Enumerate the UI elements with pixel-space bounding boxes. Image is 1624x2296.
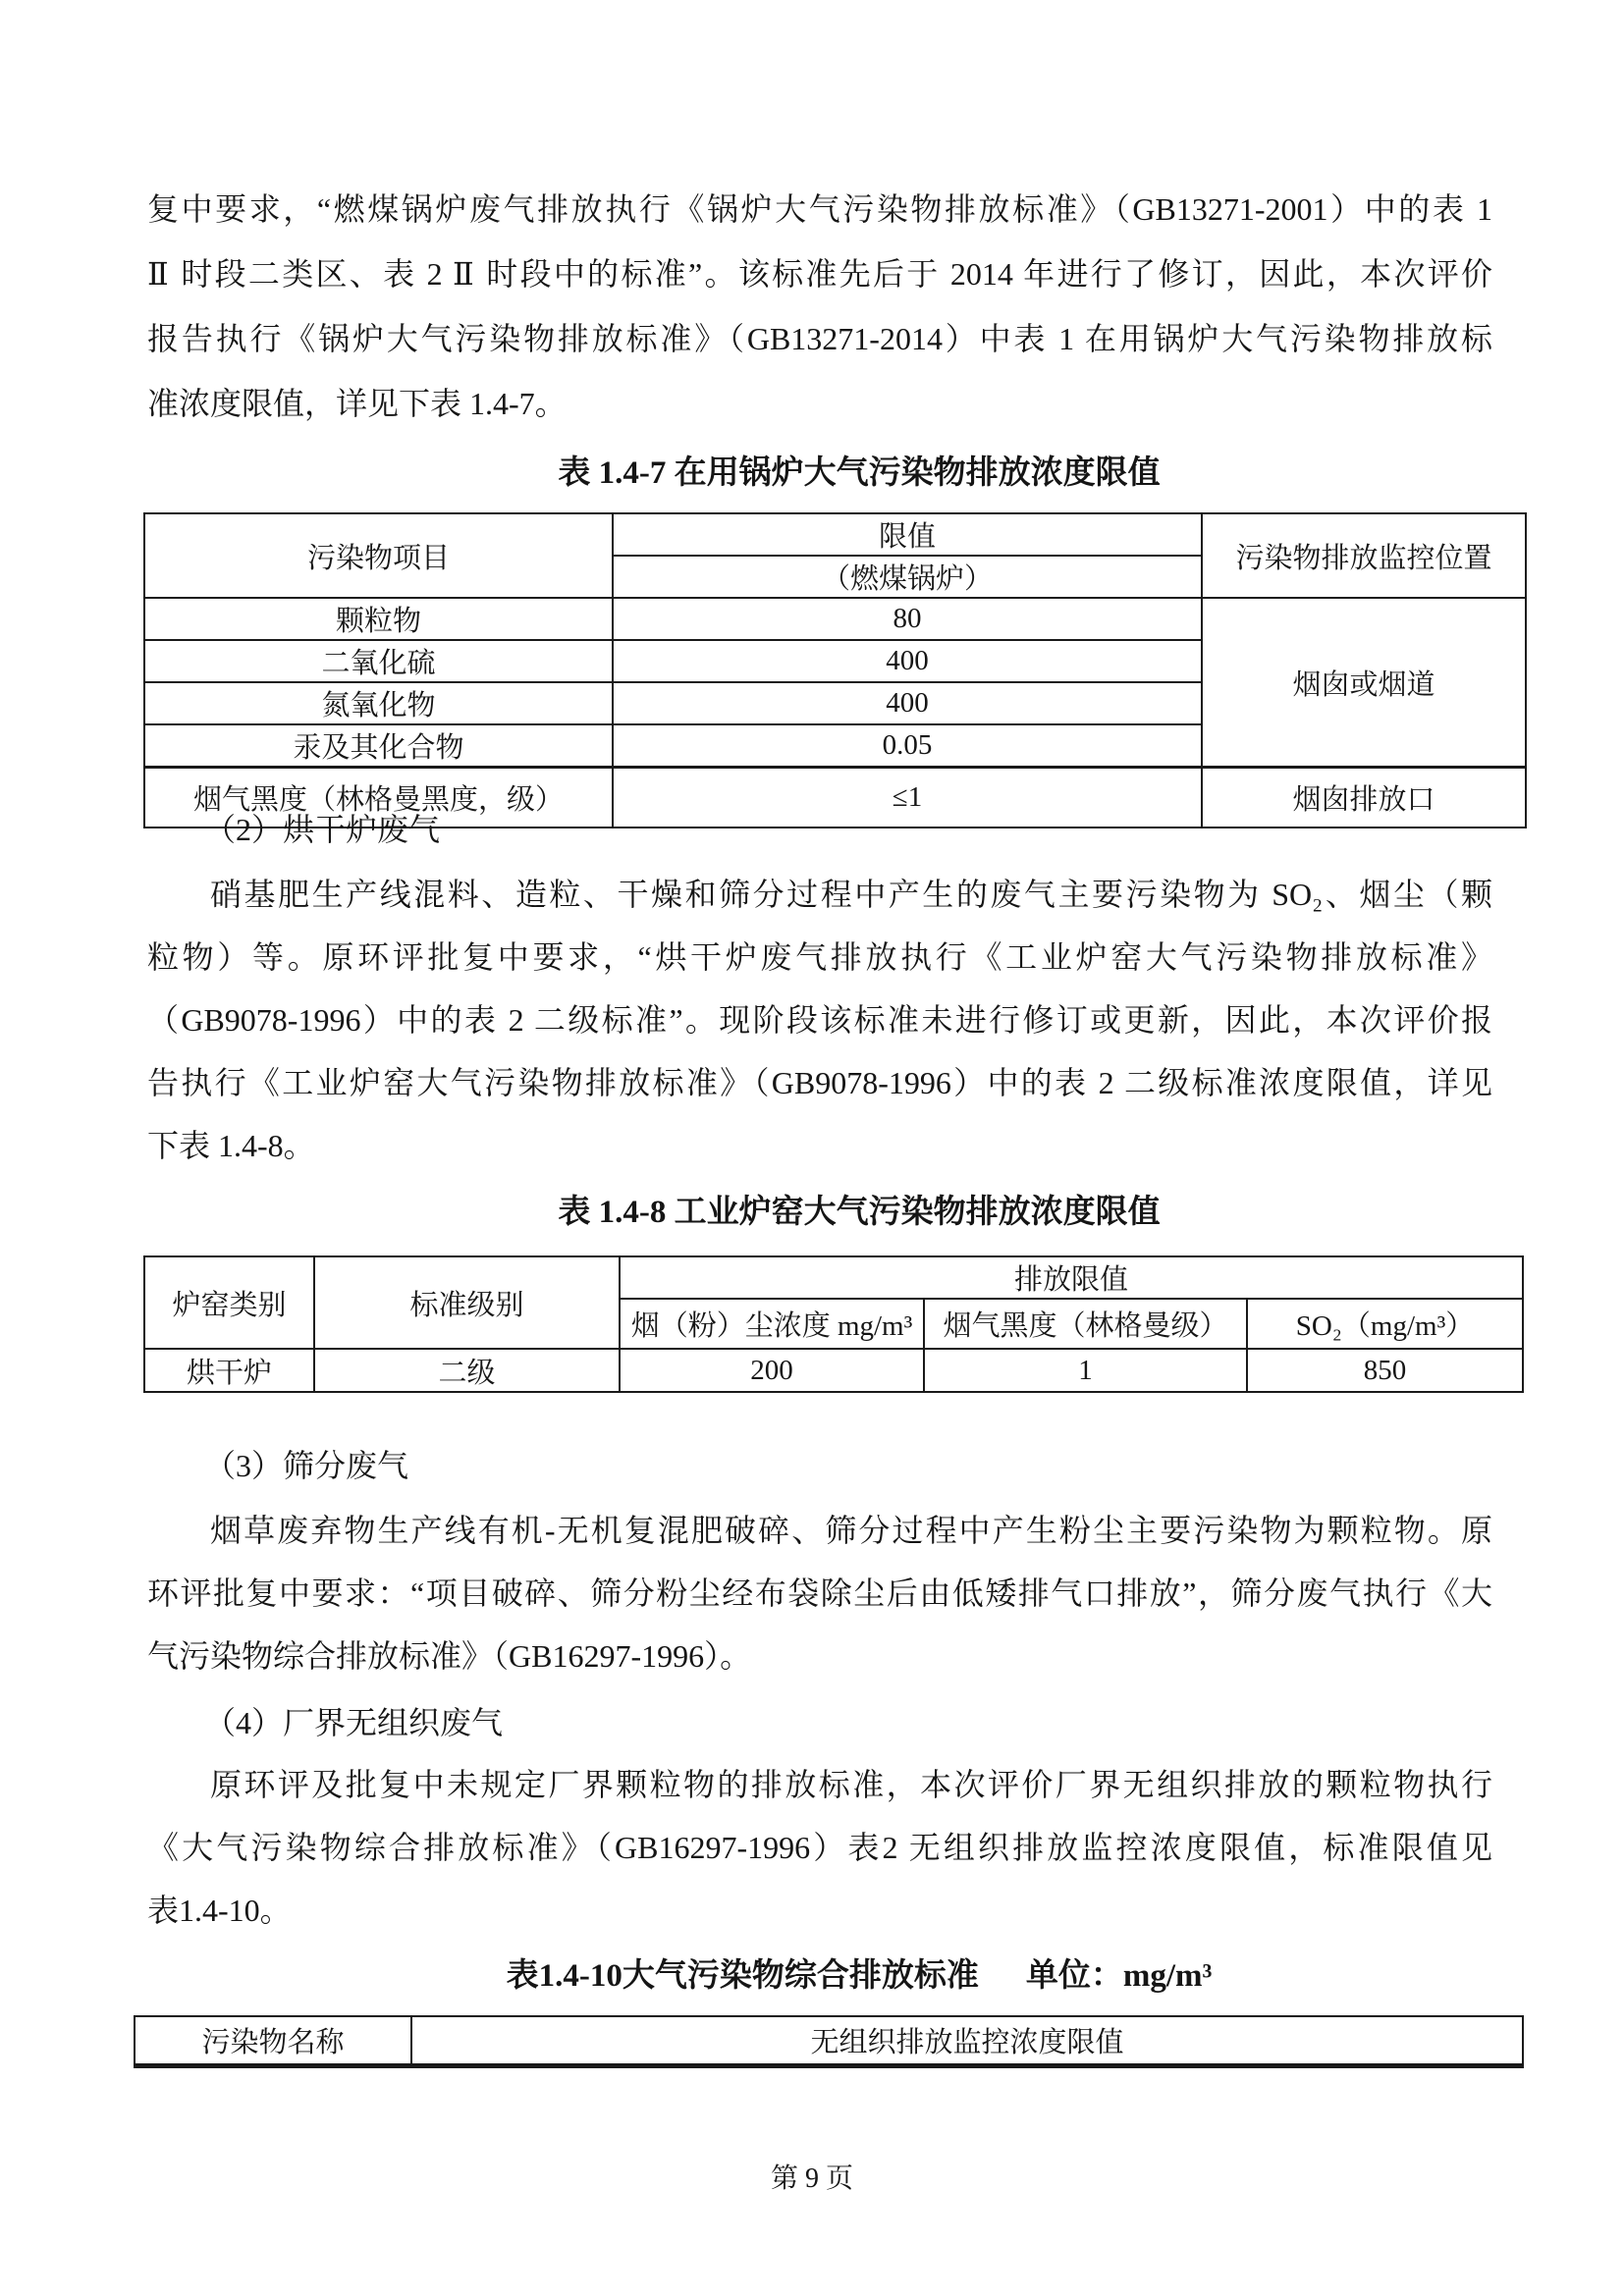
text-line: 粒物）等。原环评批复中要求，“烘干炉废气排放执行《工业炉窑大气污染物排放标准》 xyxy=(147,939,1492,975)
pollutant-limit: 0.05 xyxy=(613,724,1202,768)
table-148-header-grade: 标准级别 xyxy=(314,1256,620,1349)
text-line: 下表 1.4-8。 xyxy=(147,1128,315,1163)
pollutant-limit: 400 xyxy=(613,640,1202,682)
monitoring-location: 烟囱排放口 xyxy=(1202,768,1526,828)
page-number: 第 9 页 xyxy=(770,2163,853,2194)
table-row xyxy=(144,1349,1523,1392)
text-line: 原环评及批复中未规定厂界颗粒物的排放标准，本次评价厂界无组织排放的颗粒物执行 xyxy=(210,1767,1492,1802)
so2-limit: 850 xyxy=(1247,1349,1523,1392)
standard-grade: 二级 xyxy=(314,1349,620,1392)
text-line: 硝基肥生产线混料、造粒、干燥和筛分过程中产生的废气主要污染物为 SO₂、烟尘（颗 xyxy=(210,877,1492,912)
text-line: 告执行《工业炉窑大气污染物排放标准》（GB9078-1996）中的表 2 二级标准浓度限值，详见 xyxy=(147,1065,1492,1100)
text-line: 报告执行《锅炉大气污染物排放标准》（GB13271-2014）中表 1 在用锅炉大气污染物排放标 xyxy=(147,321,1492,356)
blackness-limit: 1 xyxy=(924,1349,1247,1392)
table-148-header-limit-group: 排放限值 xyxy=(620,1256,1523,1299)
table-148-header-dust: 烟（粉）尘浓度 mg/m³ xyxy=(620,1299,924,1349)
dust-limit: 200 xyxy=(620,1349,924,1392)
text-line: 气污染物综合排放标准》（GB16297-1996）。 xyxy=(147,1638,752,1674)
body-paragraph-3 xyxy=(147,1499,1492,1687)
table-147 xyxy=(143,512,1527,828)
table-1410-header-pollutant: 污染物名称 xyxy=(135,2016,411,2065)
table-147-header-pollutant: 污染物项目 xyxy=(144,513,613,598)
pollutant-name: 颗粒物 xyxy=(144,598,613,640)
pollutant-limit: ≤1 xyxy=(613,768,1202,828)
section-heading-3: （3）筛分废气 xyxy=(204,1448,409,1483)
table-1410-caption-unit: 单位：mg/m³ xyxy=(1025,1958,1213,1994)
text-line: （GB9078-1996）中的表 2 二级标准”。现阶段该标准未进行修订或更新，因此，本次评价报 xyxy=(147,1002,1492,1038)
text-line: 准浓度限值，详见下表 1.4-7。 xyxy=(147,386,567,421)
table-148-header-so2: SO₂（mg/m³） xyxy=(1247,1299,1523,1349)
table-row xyxy=(144,598,1526,640)
table-147-header-limit-sub: （燃煤锅炉） xyxy=(613,556,1202,598)
body-paragraph-4 xyxy=(147,1753,1492,1942)
body-paragraph-1 xyxy=(147,177,1492,436)
pollutant-limit: 400 xyxy=(613,682,1202,724)
text-line: 表1.4-10。 xyxy=(147,1893,292,1928)
text-line: 环评批复中要求：“项目破碎、筛分粉尘经布袋除尘后由低矮排气口排放”，筛分废气执行《大 xyxy=(147,1575,1492,1611)
table-148-caption: 表 1.4-8 工业炉窑大气污染物排放浓度限值 xyxy=(558,1195,1161,1230)
pollutant-limit: 80 xyxy=(613,598,1202,640)
pollutant-name: 二氧化硫 xyxy=(144,640,613,682)
pollutant-name: 氮氧化物 xyxy=(144,682,613,724)
pollutant-name: 烟气黑度（林格曼黑度，级） xyxy=(144,768,613,828)
table-148 xyxy=(143,1255,1524,1393)
table-147-header-limit: 限值 xyxy=(613,513,1202,556)
table-147-caption: 表 1.4-7 在用锅炉大气污染物排放浓度限值 xyxy=(558,455,1161,491)
monitoring-location: 烟囱或烟道 xyxy=(1202,598,1526,768)
table-147-header-location: 污染物排放监控位置 xyxy=(1202,513,1526,598)
table-148-header-blackness: 烟气黑度（林格曼级） xyxy=(924,1299,1247,1349)
text-line: Ⅱ 时段二类区、表 2 Ⅱ 时段中的标准”。该标准先后于 2014 年进行了修订，因此，本次评价 xyxy=(147,256,1492,292)
section-heading-4: （4）厂界无组织废气 xyxy=(204,1705,504,1740)
table-1410-caption xyxy=(147,1955,1571,1997)
text-line: 《大气污染物综合排放标准》（GB16297-1996）表2 无组织排放监控浓度限值，标准限值见 xyxy=(147,1830,1492,1865)
section-heading-2: （2）烘干炉废气 xyxy=(204,812,441,847)
table-148-header-kiln-type: 炉窑类别 xyxy=(144,1256,314,1349)
text-line: 烟草废弃物生产线有机-无机复混肥破碎、筛分过程中产生粉尘主要污染物为颗粒物。原 xyxy=(210,1513,1492,1548)
table-1410 xyxy=(134,2015,1524,2068)
kiln-type: 烘干炉 xyxy=(144,1349,314,1392)
body-paragraph-2 xyxy=(147,863,1492,1177)
pollutant-name: 汞及其化合物 xyxy=(144,724,613,768)
table-1410-caption-title: 表1.4-10大气污染物综合排放标准 xyxy=(506,1958,979,1994)
text-line: 复中要求，“燃煤锅炉废气排放执行《锅炉大气污染物排放标准》（GB13271-2001）中的表 1 xyxy=(147,191,1492,227)
table-1410-header-limit: 无组织排放监控浓度限值 xyxy=(411,2016,1523,2065)
